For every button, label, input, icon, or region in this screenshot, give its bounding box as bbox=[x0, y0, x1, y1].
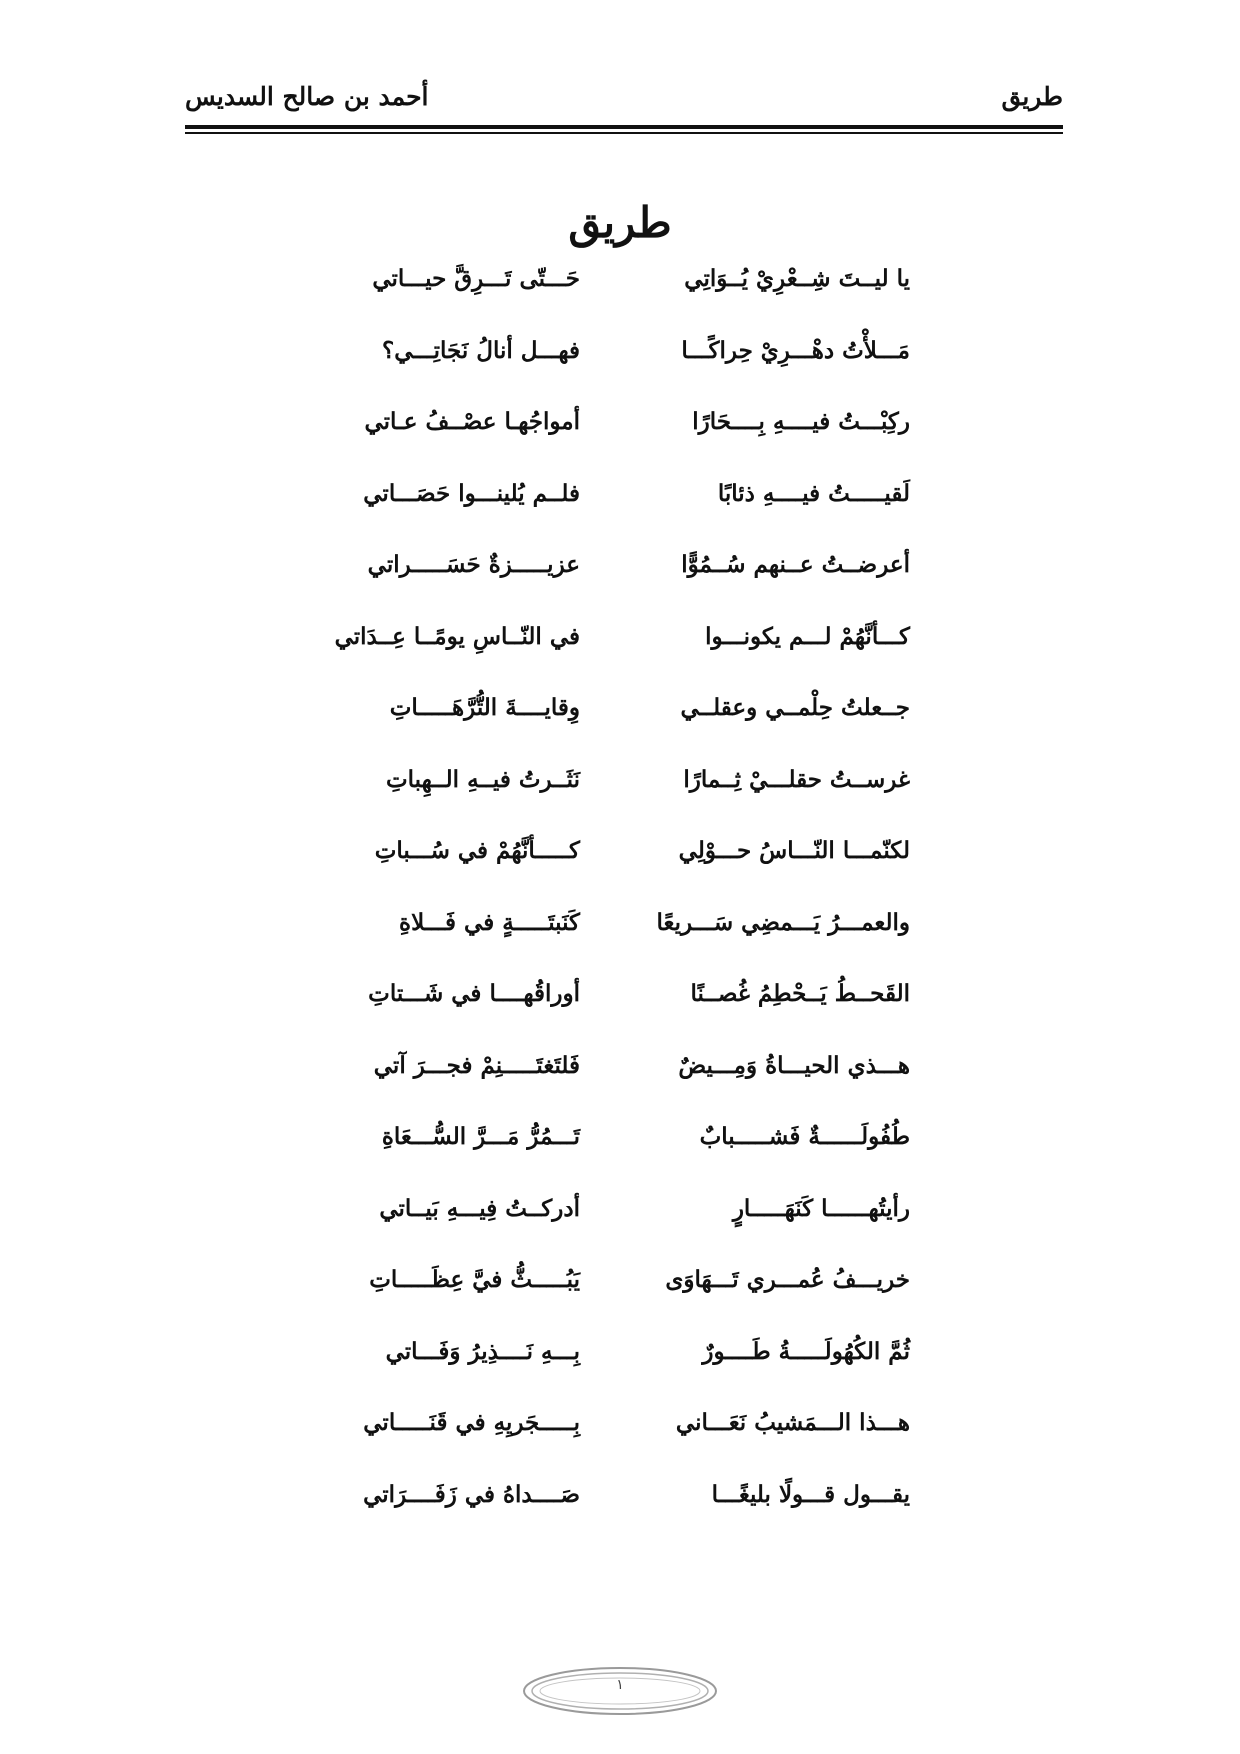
verse-row bbox=[330, 337, 910, 409]
verse-first-hemistich: لَقيـــــتُ فيــــهِ ذئابًا bbox=[717, 479, 910, 507]
verse-first-hemistich: هـــذا الـــمَشيبُ نَعَـــاني bbox=[675, 1409, 910, 1436]
verse-first-hemistich: القَحــطُ يَــحْطِمُ غُصــنًا bbox=[690, 980, 910, 1007]
verse-second-hemistich: فَلتَغتَـــــنِمْ فجـــرَ آتي bbox=[373, 1051, 580, 1079]
verse-first-hemistich: يقـــول قـــولًا بليغًـــا bbox=[711, 1480, 910, 1508]
verse-first-hemistich: غرســتُ حقلـــيْ ثِــمارًا bbox=[683, 765, 910, 793]
verse-first-hemistich: خريـــفُ عُمـــري تَـــهَاوَى bbox=[665, 1266, 910, 1293]
verse-row bbox=[330, 694, 910, 766]
verse-row bbox=[330, 265, 910, 337]
verse-second-hemistich: يَبُـــــثُّ فيَّ عِظَـــــاتِ bbox=[369, 1266, 580, 1293]
verse-second-hemistich: حَـــتّى تَـــرِقَّ حيـــاتي bbox=[372, 265, 580, 292]
verse-row bbox=[330, 480, 910, 552]
header-rule-thin bbox=[185, 132, 1063, 134]
header-title: طريق bbox=[1001, 82, 1063, 111]
verse-first-hemistich: جــعلتُ حِلْمــي وعقلــي bbox=[680, 694, 910, 721]
verse-second-hemistich: كـــــأنَّهُمْ في سُـــباتِ bbox=[374, 837, 580, 864]
verse-row bbox=[330, 408, 910, 480]
verse-second-hemistich: تَـــمُرُّ مَـــرَّ السُّـــعَاةِ bbox=[381, 1123, 580, 1150]
page-number: ١ bbox=[616, 1677, 624, 1693]
verse-second-hemistich: بِـــــجَريِهِ في قَنَـــــاتي bbox=[363, 1409, 580, 1436]
verse-first-hemistich: لكنّمـــا النّـــاسُ حـــوْلِي bbox=[678, 837, 910, 864]
verse-row bbox=[330, 766, 910, 838]
verse-second-hemistich: فهـــل أنالُ نَجَاتِـــي؟ bbox=[381, 336, 580, 364]
verse-row bbox=[330, 1481, 910, 1553]
verse-first-hemistich: أعرضــتُ عــنهم سُــمُوًّا bbox=[681, 551, 910, 578]
verse-second-hemistich: نَثَــرتُ فيــهِ الــهِباتِ bbox=[386, 765, 580, 793]
verse-row bbox=[330, 1409, 910, 1481]
verse-first-hemistich: يا ليــتَ شِــعْرِيْ يُــوَاتِي bbox=[684, 265, 910, 292]
verse-row bbox=[330, 1266, 910, 1338]
page-number-ornament bbox=[520, 1665, 720, 1717]
verse-row bbox=[330, 1338, 910, 1410]
header-rule-thick bbox=[185, 125, 1063, 129]
verse-row bbox=[330, 551, 910, 623]
page-header bbox=[185, 82, 1063, 122]
verse-row bbox=[330, 1123, 910, 1195]
verse-second-hemistich: عزيـــــزةٌ حَسَـــــراتي bbox=[367, 551, 580, 578]
poem-body bbox=[330, 265, 910, 1552]
verse-first-hemistich: هـــذي الحيـــاةُ وَمِـــيضٌ bbox=[678, 1051, 910, 1079]
verse-second-hemistich: في النّــاسِ يومًــا عِــدَاتي bbox=[334, 622, 580, 650]
verse-second-hemistich: فلــم يُلينـــوا حَصَـــاتي bbox=[363, 479, 580, 507]
verse-second-hemistich: كَنَبتَـــــةٍ في فَـــلاةِ bbox=[399, 908, 580, 936]
verse-second-hemistich: صَــــداهُ في زَفَــــرَاتي bbox=[363, 1480, 580, 1508]
verse-row bbox=[330, 1052, 910, 1124]
verse-second-hemistich: أوراقُهــــا في شَـــتاتِ bbox=[368, 980, 580, 1007]
verse-row bbox=[330, 837, 910, 909]
verse-second-hemistich: بِـــهِ نَــــذِيرُ وَفَـــاتي bbox=[385, 1337, 580, 1365]
verse-first-hemistich: كـــأنَّهُمْ لـــم يكونـــوا bbox=[705, 622, 910, 650]
verse-first-hemistich: طُفُولَــــــةٌ فَشـــــبابٌ bbox=[699, 1123, 910, 1150]
verse-row bbox=[330, 909, 910, 981]
header-author: أحمد بن صالح السديس bbox=[185, 82, 429, 111]
verse-first-hemistich: ثُمَّ الكُهُولَـــــةُ طَــــورٌ bbox=[702, 1337, 910, 1365]
verse-row bbox=[330, 980, 910, 1052]
verse-first-hemistich: رأيتُهــــــا كَنَهَـــــارٍ bbox=[732, 1194, 910, 1222]
verse-first-hemistich: والعمـــرُ يَـــمضِي سَـــريعًا bbox=[656, 908, 910, 936]
poem-title: طريق bbox=[568, 198, 672, 247]
verse-second-hemistich: أدركــتُ فِيـــهِ بَيــاتي bbox=[379, 1194, 580, 1222]
verse-row bbox=[330, 623, 910, 695]
verse-first-hemistich: مَـــلأْتُ دهْـــرِيْ حِراكًـــا bbox=[681, 336, 910, 364]
verse-first-hemistich: ركِبْـــتُ فيــــهِ بِــــحَارًا bbox=[692, 408, 910, 435]
verse-row bbox=[330, 1195, 910, 1267]
verse-second-hemistich: وِقايــــةَ التُّرَّهَـــــاتِ bbox=[389, 694, 580, 721]
verse-second-hemistich: أمواجُهـا عصْــفُ عـاتي bbox=[364, 408, 580, 435]
